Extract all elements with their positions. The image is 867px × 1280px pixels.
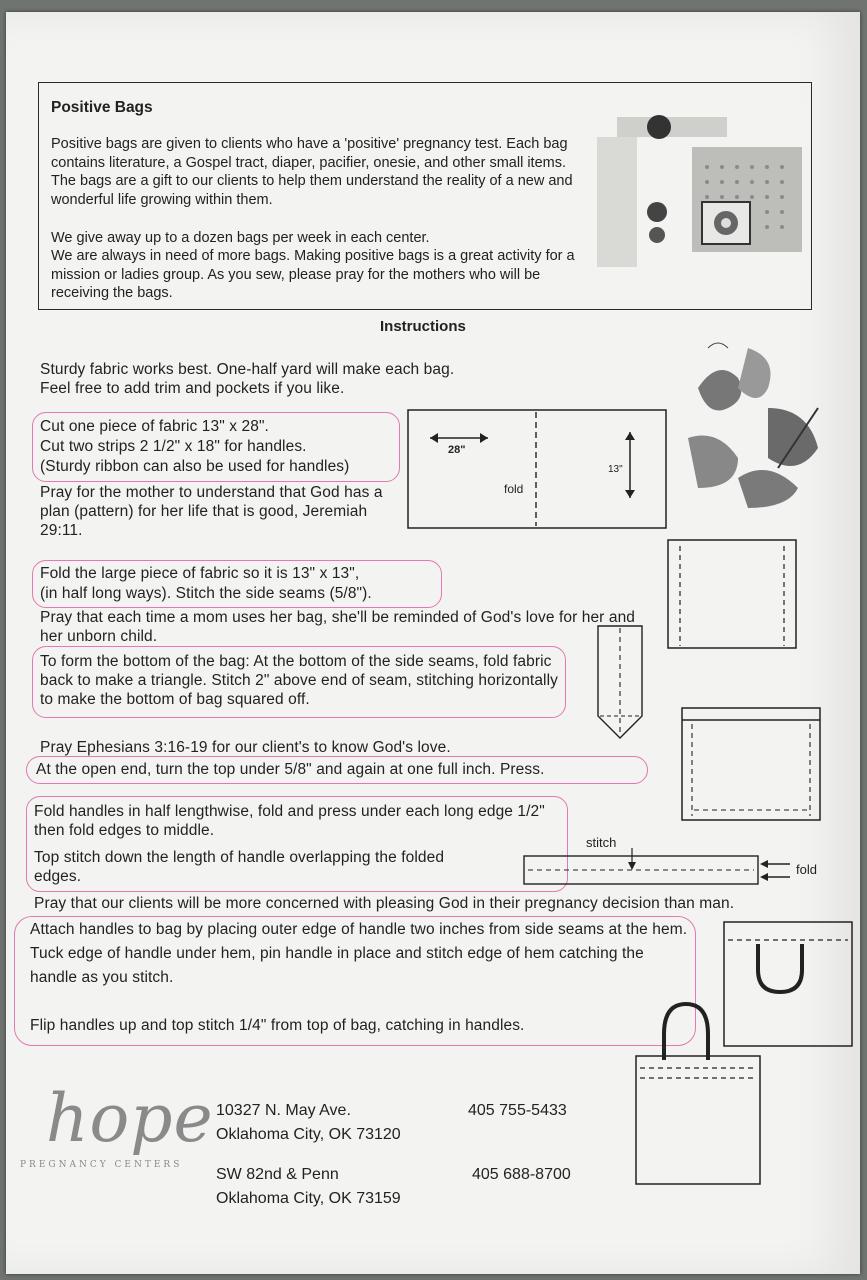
- address-1-line-2: Oklahoma City, OK 73120: [216, 1126, 401, 1143]
- step-text-12: At the open end, turn the top under 5/8" and again at one full inch. Press.: [36, 761, 545, 778]
- step-text-7: Fold the large piece of fabric so it is 13" x 13",: [40, 565, 360, 582]
- address-2-line-1: SW 82nd & Penn: [216, 1166, 339, 1183]
- intro-paragraph-3: We are always in need of more bags. Making positive bags is a great activity for a mission or ladies group. As you sew, please pray for the mothers who will be receiving the bags.: [51, 248, 575, 301]
- step-text-11: Pray Ephesians 3:16-19 for our client's to know God's love.: [40, 739, 451, 756]
- step-text-1: Sturdy fabric works best. One-half yard will make each bag.: [40, 361, 455, 378]
- folded-fabric-diagram: [666, 538, 800, 652]
- intro-title: Positive Bags: [51, 99, 153, 116]
- intro-paragraph-1: Positive bags are given to clients who have a 'positive' pregnancy test. Each bag contains literature, a Gospel tract, diaper, pacifier, onesie, and other small items. The bags are a gift to our clients to help them understand the reality of a new and wonderful life growing within them.: [51, 136, 573, 208]
- step-text-13: Fold handles in half lengthwise, fold and press under each long edge 1/2" then fold edges to middle.: [34, 803, 545, 839]
- fabric-sample-image: [597, 107, 807, 277]
- step-text-9: Pray that each time a mom uses her bag, she'll be reminded of God's love for her and her unborn child.: [40, 609, 636, 645]
- phone-1: 405 755-5433: [468, 1102, 567, 1119]
- address-1-line-1: 10327 N. May Ave.: [216, 1102, 351, 1119]
- step-text-6: Pray for the mother to understand that God has a plan (pattern) for her life that is good, Jeremiah 29:11.: [40, 484, 383, 539]
- phone-2: 405 688-8700: [472, 1166, 571, 1183]
- fold-label: fold: [504, 482, 524, 496]
- stitch-label: stitch: [586, 835, 617, 850]
- handle-fold-label: fold: [796, 862, 817, 877]
- instructions-title: Instructions: [380, 318, 466, 335]
- step-text-17: Flip handles up and top stitch 1/4" from top of bag, catching in handles.: [30, 1017, 525, 1034]
- hope-logo-subtitle: PREGNANCY CENTERS: [20, 1160, 183, 1170]
- fold-arrows-icon: [758, 858, 792, 884]
- bag-bottom-diagram: [596, 624, 646, 742]
- height-label: 13": [608, 464, 623, 475]
- step-text-8: (in half long ways). Stitch the side seams (5/8").: [40, 585, 372, 602]
- hemmed-bag-diagram: [680, 706, 824, 824]
- document-page: [6, 12, 860, 1274]
- step-text-4: Cut two strips 2 1/2" x 18" for handles.: [40, 438, 307, 455]
- step-text-15: Pray that our clients will be more concerned with pleasing God in their pregnancy decision than man.: [34, 895, 735, 912]
- address-2-line-2: Oklahoma City, OK 73159: [216, 1190, 401, 1207]
- finished-bag-diagram: [630, 998, 762, 1188]
- width-label: 28": [448, 444, 466, 456]
- step-text-2: Feel free to add trim and pockets if you like.: [40, 380, 345, 397]
- hope-logo: hope: [46, 1080, 214, 1157]
- fabric-sample-image-2: [678, 328, 828, 518]
- fabric-cut-diagram: [406, 408, 670, 532]
- intro-box: [38, 82, 812, 310]
- intro-paragraph-2: We give away up to a dozen bags per week in each center.: [51, 230, 430, 246]
- step-text-14: Top stitch down the length of handle overlapping the folded edges.: [34, 849, 445, 885]
- handle-strip-diagram: [522, 848, 762, 888]
- step-text-10: To form the bottom of the bag: At the bottom of the side seams, fold fabric back to make a triangle. Stitch 2" above end of seam, stitching horizontally to make the bottom of bag squared off.: [40, 653, 558, 708]
- step-text-5: (Sturdy ribbon can also be used for handles): [40, 458, 350, 475]
- step-text-16: Attach handles to bag by placing outer edge of handle two inches from side seams at the hem. Tuck edge of handle under hem, pin handle in place and stitch edge of hem catching the handle as you stitch.: [30, 921, 688, 986]
- step-text-3: Cut one piece of fabric 13" x 28".: [40, 418, 269, 435]
